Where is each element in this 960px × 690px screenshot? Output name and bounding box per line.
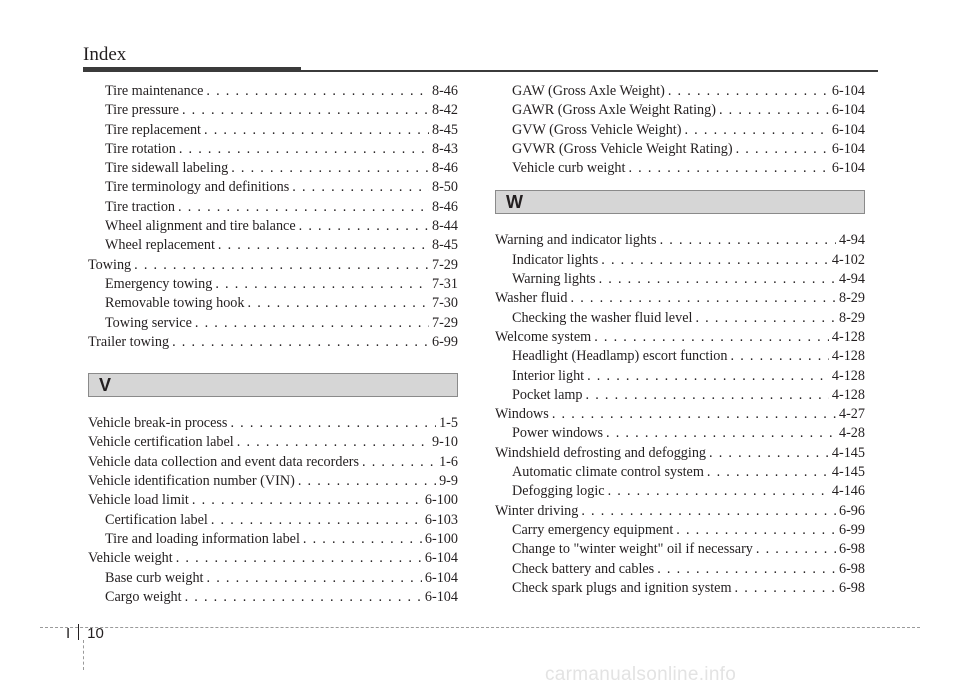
footer-divider [40,627,920,628]
index-subentry [495,309,865,328]
index-entry [88,472,458,491]
dot-leader [248,294,429,313]
entry-page: 8-29 [838,290,865,307]
dot-leader [668,82,829,101]
entry-page: 6-104 [831,83,865,99]
entry-label: Indicator lights [512,251,599,268]
entry-page: 8-45 [431,237,458,254]
section-letter: W [506,192,523,213]
entry-label: Windows [495,406,549,423]
footer-divider-vertical [83,640,84,670]
dot-leader [237,433,429,452]
index-subentry [495,424,865,443]
header-rule-thick [83,67,301,72]
dot-leader [660,231,836,250]
dot-leader [303,530,422,549]
section-header-w [495,190,865,214]
entry-label: Washer fluid [495,290,568,307]
dot-leader [756,540,836,559]
entry-label: Tire traction [105,198,176,215]
index-column-right [495,82,865,598]
entry-label: Vehicle weight [88,550,173,567]
footer-page-number: 10 [87,625,104,642]
dot-leader [599,270,836,289]
index-group-v-continued [495,82,865,178]
entry-label: Vehicle data collection and event data recorders [88,453,360,470]
entry-page: 4-128 [831,367,865,384]
entry-page: 4-146 [831,483,865,500]
index-subentry [88,314,458,333]
index-subentry [495,367,865,386]
section-letter: V [99,375,112,396]
entry-label: Vehicle load limit [88,492,189,509]
watermark: carmanualsonline.info [545,664,737,685]
entry-page: 6-98 [838,579,865,596]
entry-label: Removable towing hook [105,295,245,312]
dot-leader [215,275,429,294]
index-subentry [88,275,458,294]
entry-label: Tire and loading information label [105,530,300,547]
entry-page: 8-43 [431,140,458,157]
dot-leader [172,333,429,352]
dot-leader [601,251,829,270]
index-subentry [495,121,865,140]
entry-label: Interior light [512,367,585,384]
dot-leader [731,347,829,366]
entry-page: 6-104 [424,569,458,586]
index-subentry [495,270,865,289]
index-subentry [495,521,865,540]
dot-leader [195,314,429,333]
index-subentry [88,178,458,197]
entry-label: GAWR (Gross Axle Weight Rating) [512,102,716,119]
entry-label: Check spark plugs and ignition system [512,579,732,596]
dot-leader [192,491,422,510]
dot-leader [206,82,429,101]
entry-label: Tire maintenance [105,83,204,99]
entry-page: 7-29 [431,256,458,273]
entry-page: 8-50 [431,179,458,196]
dot-leader [134,256,429,275]
index-subentry [495,159,865,178]
index-entry [495,405,865,424]
index-entry [495,231,865,250]
dot-leader [628,159,828,178]
entry-page: 4-27 [838,406,865,423]
entry-page: 4-28 [838,425,865,442]
index-subentry [88,140,458,159]
dot-leader [182,101,429,120]
entry-page: 8-44 [431,218,458,235]
index-subentry [495,140,865,159]
entry-page: 6-104 [424,588,458,605]
dot-leader [298,472,436,491]
index-entry [495,444,865,463]
dot-leader [657,560,836,579]
dot-leader [178,198,429,217]
index-entry [88,414,458,433]
entry-label: Certification label [105,511,208,528]
index-entry [88,549,458,568]
entry-page: 4-128 [831,386,865,403]
index-subentry [495,82,865,101]
dot-leader [676,521,836,540]
entry-label: Checking the washer fluid level [512,309,693,326]
dot-leader [736,140,829,159]
index-subentry [88,530,458,549]
entry-page: 7-31 [431,275,458,292]
entry-page: 4-145 [831,464,865,481]
dot-leader [571,289,836,308]
entry-label: Towing service [105,314,192,331]
index-subentry [495,386,865,405]
entry-label: Windshield defrosting and defogging [495,444,707,461]
index-subentry [495,101,865,120]
entry-page: 7-29 [431,314,458,331]
entry-page: 9-10 [431,434,458,451]
index-entry [495,328,865,347]
entry-page: 8-29 [838,309,865,326]
dot-leader [179,140,429,159]
entry-label: Power windows [512,425,604,442]
entry-label: Winter driving [495,502,579,519]
entry-label: Wheel alignment and tire balance [105,218,296,235]
entry-label: Pocket lamp [512,386,583,403]
index-subentry [88,569,458,588]
entry-page: 6-98 [838,560,865,577]
entry-label: Tire sidewall labeling [105,160,229,177]
entry-label: Tire replacement [105,121,201,138]
index-subentry [88,121,458,140]
index-subentry [495,251,865,270]
entry-label: Vehicle identification number (VIN) [88,473,295,490]
entry-page: 6-96 [838,502,865,519]
entry-label: Emergency towing [105,275,213,292]
entry-label: Vehicle curb weight [512,160,626,177]
entry-label: Warning lights [512,271,596,288]
entry-page: 6-98 [838,541,865,558]
entry-label: GAW (Gross Axle Weight) [512,83,665,99]
index-entry [495,289,865,308]
index-subentry [88,294,458,313]
entry-page: 6-103 [424,511,458,528]
index-subentry [88,511,458,530]
index-subentry [88,159,458,178]
entry-page: 6-104 [831,121,865,138]
entry-page: 4-94 [838,271,865,288]
entry-label: Welcome system [495,328,592,345]
entry-label: Automatic climate control system [512,464,704,481]
index-group-v [88,414,458,607]
dot-leader [204,121,429,140]
index-subentry [495,482,865,501]
index-subentry [495,560,865,579]
index-group-t [88,82,458,352]
dot-leader [587,367,829,386]
index-entry [495,502,865,521]
footer-section: I [66,625,71,642]
entry-page: 7-30 [431,295,458,312]
entry-page: 6-104 [424,550,458,567]
dot-leader [185,588,422,607]
dot-leader [684,121,828,140]
entry-label: Trailer towing [88,333,170,350]
entry-page: 8-45 [431,121,458,138]
index-subentry [88,217,458,236]
entry-page: 8-42 [431,102,458,119]
dot-leader [218,236,429,255]
index-entry [88,433,458,452]
index-subentry [88,236,458,255]
index-subentry [88,588,458,607]
index-group-w [495,231,865,598]
entry-page: 6-100 [424,492,458,509]
entry-label: Headlight (Headlamp) escort function [512,348,728,365]
entry-label: Tire terminology and definitions [105,179,290,196]
entry-page: 8-46 [431,160,458,177]
dot-leader [719,101,829,120]
dot-leader [362,453,436,472]
dot-leader [292,178,429,197]
dot-leader [695,309,836,328]
dot-leader [230,414,436,433]
index-subentry [495,347,865,366]
entry-page: 1-6 [439,453,458,470]
entry-label: Change to "winter weight" oil if necessary [512,541,753,558]
dot-leader [552,405,836,424]
page-number [66,624,104,642]
dot-leader [211,511,422,530]
index-entry [88,256,458,275]
index-entry [88,491,458,510]
index-entry [88,453,458,472]
entry-page: 4-94 [838,232,865,249]
index-column-left [88,82,458,607]
entry-page: 6-104 [831,140,865,157]
entry-page: 6-99 [431,333,458,350]
dot-leader [594,328,829,347]
entry-page: 6-100 [424,530,458,547]
index-subentry [88,82,458,101]
entry-page: 4-145 [831,444,865,461]
dot-leader [608,482,829,501]
index-subentry [88,198,458,217]
entry-page: 6-104 [831,102,865,119]
index-entry [88,333,458,352]
entry-label: Warning and indicator lights [495,232,657,249]
entry-label: Wheel replacement [105,237,215,254]
header-rule-thin [301,70,878,72]
dot-leader [207,569,422,588]
entry-label: GVW (Gross Vehicle Weight) [512,121,682,138]
dot-leader [735,579,836,598]
entry-label: Defogging logic [512,483,605,500]
dot-leader [581,502,836,521]
entry-label: Towing [88,256,132,273]
entry-page: 4-128 [831,328,865,345]
entry-page: 8-46 [431,198,458,215]
entry-label: Vehicle break-in process [88,415,228,432]
dot-leader [299,217,429,236]
index-subentry [495,579,865,598]
entry-page: 9-9 [439,473,458,490]
entry-page: 4-102 [831,251,865,268]
dot-leader [231,159,429,178]
entry-label: Carry emergency equipment [512,521,674,538]
dot-leader [707,463,829,482]
entry-label: Vehicle certification label [88,434,234,451]
dot-leader [176,549,422,568]
footer-separator [78,624,79,640]
entry-page: 6-104 [831,160,865,177]
index-subentry [88,101,458,120]
entry-label: Check battery and cables [512,560,655,577]
entry-label: Tire rotation [105,140,176,157]
entry-label: Tire pressure [105,102,179,119]
entry-page: 6-99 [838,521,865,538]
entry-page: 8-46 [431,83,458,99]
dot-leader [586,386,829,405]
page-title: Index [83,44,127,65]
dot-leader [709,444,829,463]
entry-label: GVWR (Gross Vehicle Weight Rating) [512,140,733,157]
entry-page: 4-128 [831,348,865,365]
entry-label: Base curb weight [105,569,204,586]
index-subentry [495,540,865,559]
index-subentry [495,463,865,482]
section-header-v [88,373,458,397]
entry-page: 1-5 [439,415,458,432]
dot-leader [606,424,836,443]
entry-label: Cargo weight [105,588,182,605]
